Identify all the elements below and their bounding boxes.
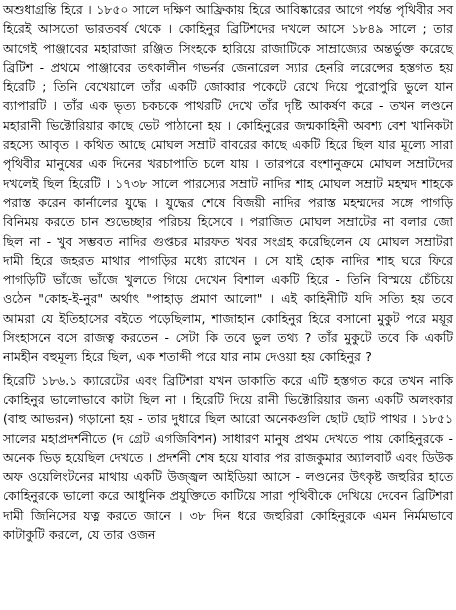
paragraph-kohinoor-history: অশুধাগ্রন্তি হিরে । ১৮৫০ সালে দক্ষিণ আফ্রিকায় হিরে আবিষ্কারের আগে পর্যন্ত পৃথিবীর সব হিরেই আসতো ভারতবর্ষ থেকে । কোহিনুর ব্রিটিশদের দখলে আসে ১৮৪৯ সালে ; তার আগেই পাঞ্জাবের মহারাজা রঞ্জিত সিংহকে হারিয়ে রাজাটিকে সাম্রাজ্যের অন্তর্ভুক্ত করেছে ব্রিটিশ - প্রথমে পাঞ্জাবের তৎকালীন গভর্নর জেনারেল স্যার হেনরি লরেন্সের হস্তগত হয় হিরেটি ; তিনি বেখেয়ালে তাঁর একটি জোব্বার পকেটে রেখে দিয়ে পুরোপুরি ভুলে যান ব্যাপারটি । তাঁর এক ভৃত্য চকচকে পাথরটি দেখে তাঁর দৃষ্টি আকর্ষণ করে - তখন লণ্ডনে মহারানী ভিক্টোরিয়ার কাছে ভেট পাঠানো হয় । কোহিনুরের জন্মকাহিনী অবশ্য বেশ খানিকটা রহস্যে আবৃত । কথিত আছে মোঘল সম্রাট বাবরের কাছে একটি হিরে ছিল যার মূল্যে সারা পৃথিবীর মানুষের এক দিনের খরচাপাতি চলে যায় । তারপরে বংশানুক্রমে মোঘল সম্রাটদের দখলেই ছিল হিরেটি । ১৭৩৮ সালে পারস্যের সম্রাট নাদির শাহ মোঘল সম্রাট মহম্মদ শাহকে পরাস্ত করেন কার্নালের যুদ্ধে । যুদ্ধের শেষে বিজয়ী নাদির পরাস্ত মহম্মদের সঙ্গে পাগড়ি বিনিময় করতে চান শুভেচ্ছার পরিচয় হিসেবে । পরাজিত মোঘল সম্রাটের না বলার জো ছিল না - খুব সম্ভবত নাদির গুপ্তচর মারফত খবর সংগ্রহ করেছিলেন যে মোঘল সম্রাটরা দামী হিরে জহরত মাথার পাগড়ির মধ্যে রাখেন । সে যাই হোক নাদির শাহ ঘরে ফিরে পাগড়িটি ভাঁজে ভাঁজে খুলতে গিয়ে দেখেন বিশাল একটি হিরে - তিনি বিস্ময়ে চেঁচিয়ে ওঠেন "কোহ-ই-নুর" অর্থাৎ "পাহাড় প্রমাণ আলো" । এই কাহিনীটি যদি সত্যি হয় তবে আমরা যে ইতিহাসের বইতে পড়েছিলাম, শাজাহান কোহিনুর হিরে বসানো মুকুট পরে ময়ূর সিংহাসনে বসে রাজত্ব করতেন - সেটা কি তবে ভুল তথ্য ? তাঁর মুকুটে তবে কি একটি নামহীন বহুমূল্য হিরে ছিল, এক শতাব্দী পরে যার নাম দেওয়া হয় কোহিনুর ? xyxy=(3,2,453,365)
paragraph-kohinoor-cutting: হিরেটি ১৮৬.১ ক্যারেটের এবং ব্রিটিশরা যখন ডাকাতি করে এটি হস্তগত করে তখন নাকি কোহিনুর ভালোভাবে কাটা ছিল না । হিরেটি দিয়ে রানী ভিক্টোরিয়ার জন্য একটি অলংকার (বাহু আভরন) গড়ানো হয় - তার দুধারে ছিল আরো অনেকগুলি ছোট ছোট পাথর । ১৮৫১ সালের মহাপ্রদর্শনীতে (দ গ্রেট এগজিবিশন) সাধারণ মানুষ প্রথম দেখতে পায় কোহিনুরকে - অনেক ভিড় হয়েছিল দেখতে । প্রদর্শনী শেষ হয়ে যাবার পর রাজকুমার অ্যালবার্ট এবং ডিউক অফ ওয়েলিংটনের মাথায় একটি উজ্জ্বল আইডিয়া আসে - লণ্ডনের উৎকৃষ্ট জহুরির হাতে কোহিনুরকে ভালো করে আধুনিক প্রযুক্তিতে কাটিয়ে সারা পৃথিবীকে দেখিয়ে দেবেন ব্রিটিশরা দামী জিনিসের যত্ন করতে জানে । ৩৮ দিন ধরে জহুরিরা কোহিনুরকে এমন নির্মমভাবে কাটাকুটি করলে, যে তার ওজন xyxy=(3,372,453,543)
